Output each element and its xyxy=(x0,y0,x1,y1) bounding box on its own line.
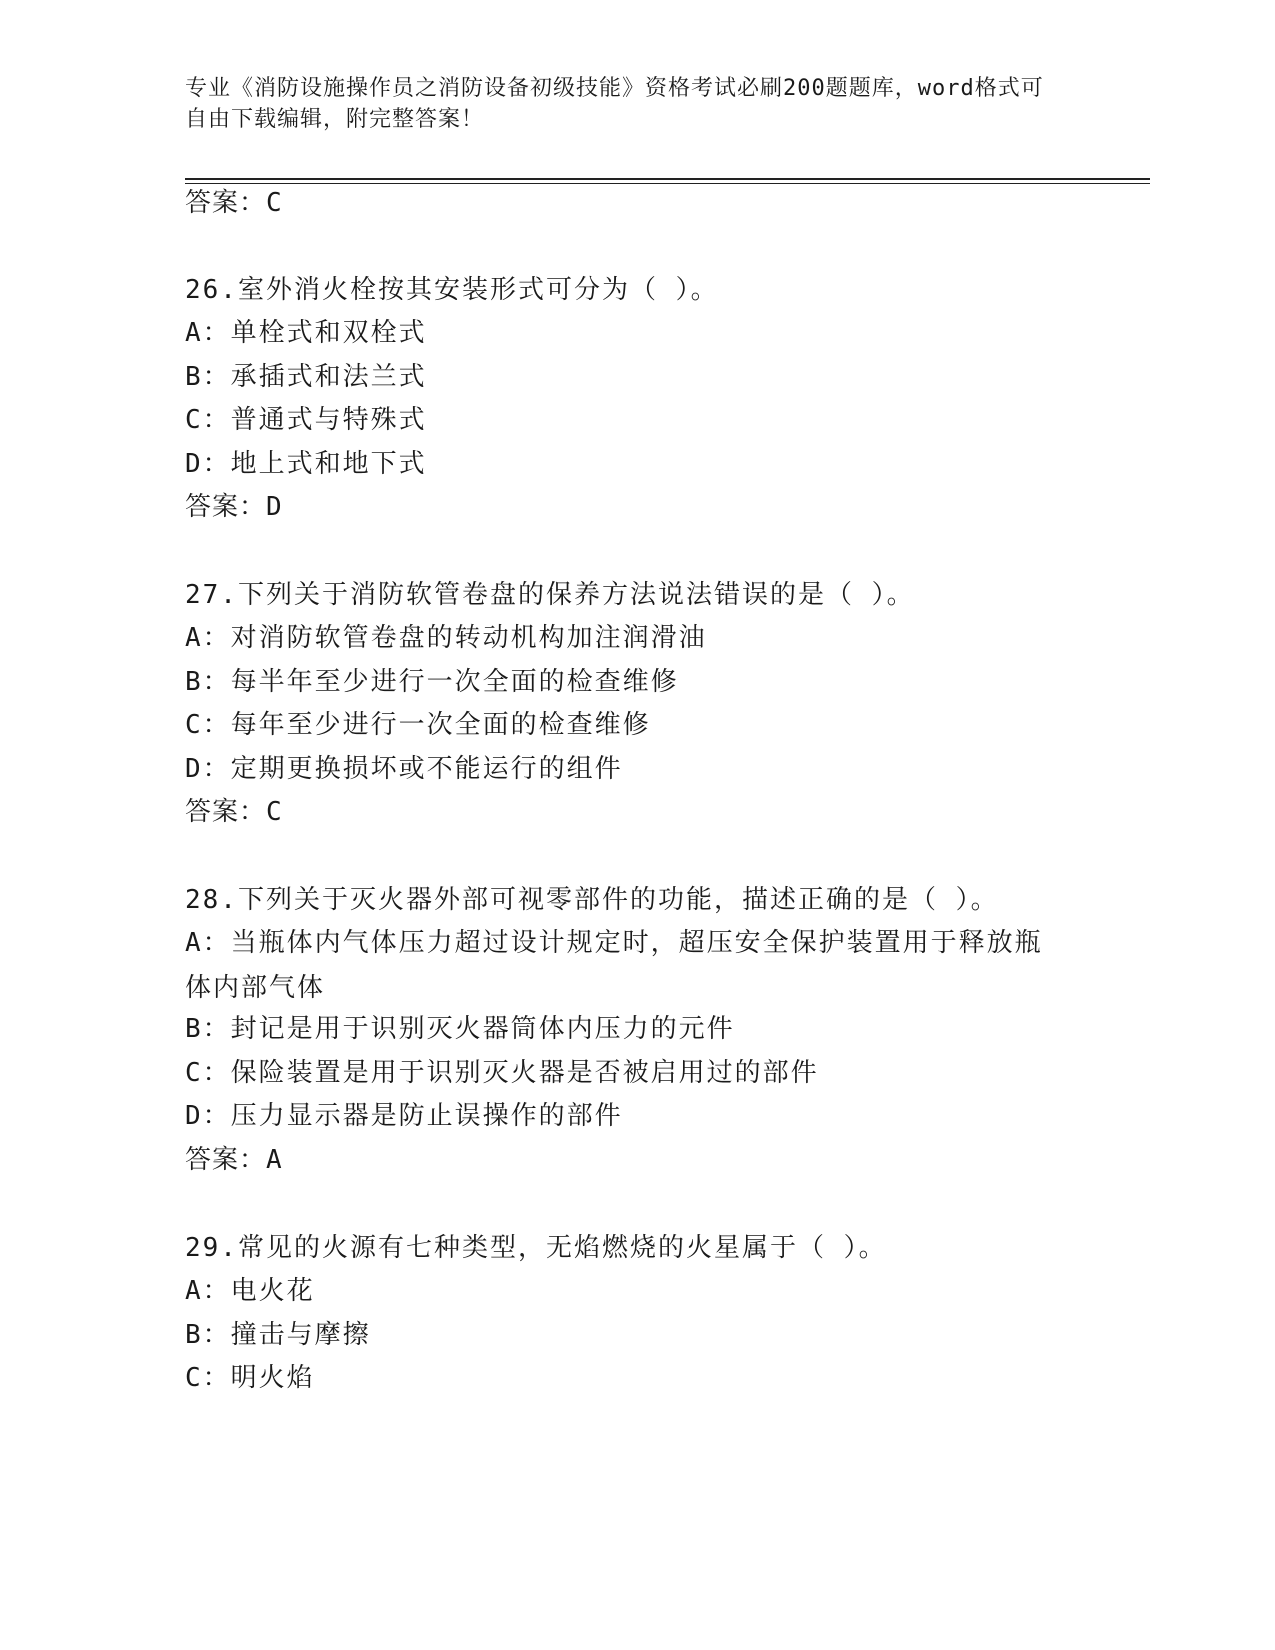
question-option: A：单栓式和双栓式 xyxy=(185,318,427,348)
answer-line xyxy=(185,492,283,522)
question-option: C：保险装置是用于识别灭火器是否被启用过的部件 xyxy=(185,1058,819,1088)
answer-line xyxy=(185,797,283,827)
question-stem: 28.下列关于灭火器外部可视零部件的功能，描述正确的是（ ）。 xyxy=(185,885,999,915)
question-option: C：普通式与特殊式 xyxy=(185,405,427,435)
question-option: C：明火焰 xyxy=(185,1363,315,1393)
question-stem: 26.室外消火栓按其安装形式可分为（ ）。 xyxy=(185,275,719,305)
answer-line xyxy=(185,1145,283,1175)
answer-value: C xyxy=(266,188,283,218)
question-option: D：压力显示器是防止误操作的部件 xyxy=(185,1101,623,1131)
question-option: B：每半年至少进行一次全面的检查维修 xyxy=(185,667,679,697)
question-option: B：承插式和法兰式 xyxy=(185,362,427,392)
answer-label: 答案： xyxy=(185,1145,267,1175)
answer-value: A xyxy=(266,1145,283,1175)
answer-value: C xyxy=(266,797,283,827)
question-stem: 29.常见的火源有七种类型，无焰燃烧的火星属于（ ）。 xyxy=(185,1233,887,1263)
answer-line xyxy=(185,188,283,218)
header-divider-thin xyxy=(185,183,1150,184)
answer-value: D xyxy=(266,492,283,522)
question-option: D：定期更换损坏或不能运行的组件 xyxy=(185,754,623,784)
header-divider xyxy=(185,178,1150,180)
question-option: A：电火花 xyxy=(185,1276,315,1306)
question-stem: 27.下列关于消防软管卷盘的保养方法说法错误的是（ ）。 xyxy=(185,580,915,610)
question-option: B：封记是用于识别灭火器筒体内压力的元件 xyxy=(185,1014,735,1044)
question-option: A：当瓶体内气体压力超过设计规定时，超压安全保护装置用于释放瓶体内部气体 xyxy=(185,928,1043,1003)
question-option: A：对消防软管卷盘的转动机构加注润滑油 xyxy=(185,623,707,653)
answer-label: 答案： xyxy=(185,797,267,827)
answer-label: 答案： xyxy=(185,188,267,218)
answer-label: 答案： xyxy=(185,492,267,522)
document-header: 专业《消防设施操作员之消防设备初级技能》资格考试必刷200题题库，word格式可自由下载编辑，附完整答案！ xyxy=(185,76,1044,132)
question-option: C：每年至少进行一次全面的检查维修 xyxy=(185,710,651,740)
question-option: B：撞击与摩擦 xyxy=(185,1320,371,1350)
question-option: D：地上式和地下式 xyxy=(185,449,427,479)
